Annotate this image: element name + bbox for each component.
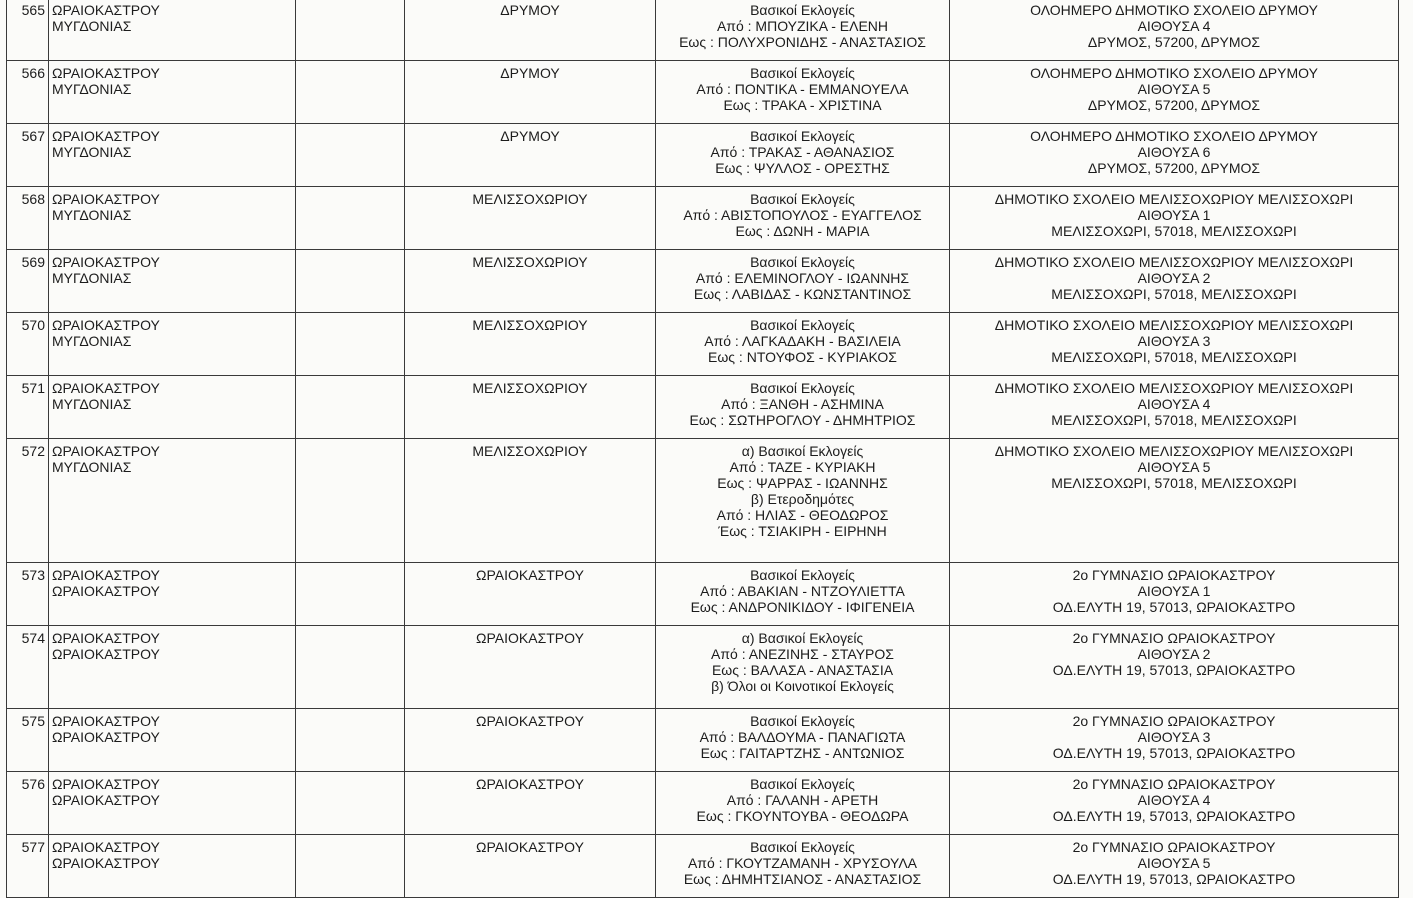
table-row <box>7 124 1399 187</box>
polling-place-line: ΔΗΜΟΤΙΚΟ ΣΧΟΛΕΙΟ ΜΕΛΙΣΣΟΧΩΡΙΟΥ ΜΕΛΙΣΣΟΧΩΡΙ <box>994 443 1354 459</box>
municipal-unit-cell: ΔΡΥΜΟΥ <box>405 124 656 187</box>
voters-range-cell <box>656 187 950 250</box>
municipality-cell <box>49 313 296 376</box>
polling-place-line: ΑΙΘΟΥΣΑ 2 <box>1137 270 1211 286</box>
municipality-line: ΜΥΓΔΟΝΙΑΣ <box>52 81 132 97</box>
voters-line: α) Βασικοί Εκλογείς <box>741 630 864 646</box>
municipality-line: ΩΡΑΙΟΚΑΣΤΡΟΥ <box>52 855 160 871</box>
empty-cell <box>296 187 405 250</box>
voters-range-cell <box>656 772 950 835</box>
municipality-line: ΩΡΑΙΟΚΑΣΤΡΟΥ <box>52 792 160 808</box>
polling-place-line: ΑΙΘΟΥΣΑ 1 <box>1137 583 1211 599</box>
row-number: 576 <box>7 772 49 835</box>
voters-line: Εως : ΛΑΒΙΔΑΣ - ΚΩΝΣΤΑΝΤΙΝΟΣ <box>693 286 912 302</box>
municipality-line: ΜΥΓΔΟΝΙΑΣ <box>52 396 132 412</box>
row-number: 565 <box>7 0 49 61</box>
empty-cell <box>296 563 405 626</box>
voters-range-cell <box>656 439 950 563</box>
polling-place-cell <box>950 376 1399 439</box>
municipal-unit-cell: ΔΡΥΜΟΥ <box>405 0 656 61</box>
polling-place-line: 2ο ΓΥΜΝΑΣΙΟ ΩΡΑΙΟΚΑΣΤΡΟΥ <box>1072 567 1276 583</box>
voters-line: Εως : ΓΑΙΤΑΡΤΖΗΣ - ΑΝΤΩΝΙΟΣ <box>700 745 905 761</box>
municipality-cell <box>49 0 296 61</box>
municipality-cell <box>49 439 296 563</box>
municipal-unit-cell: ΜΕΛΙΣΣΟΧΩΡΙΟΥ <box>405 376 656 439</box>
empty-cell <box>296 313 405 376</box>
row-number: 574 <box>7 626 49 709</box>
voters-line: Από : ΠΟΝΤΙΚΑ - ΕΜΜΑΝΟΥΕΛΑ <box>696 81 909 97</box>
municipality-line: ΩΡΑΙΟΚΑΣΤΡΟΥ <box>52 567 160 583</box>
table-row <box>7 563 1399 626</box>
municipality-line: ΩΡΑΙΟΚΑΣΤΡΟΥ <box>52 713 160 729</box>
polling-place-line: ΔΗΜΟΤΙΚΟ ΣΧΟΛΕΙΟ ΜΕΛΙΣΣΟΧΩΡΙΟΥ ΜΕΛΙΣΣΟΧΩΡΙ <box>994 254 1354 270</box>
polling-place-line: ΑΙΘΟΥΣΑ 3 <box>1137 333 1211 349</box>
polling-place-cell <box>950 709 1399 772</box>
voters-line: Εως : ΒΑΛΑΣΑ - ΑΝΑΣΤΑΣΙΑ <box>711 662 894 678</box>
municipality-line: ΩΡΑΙΟΚΑΣΤΡΟΥ <box>52 729 160 745</box>
polling-place-line: ΑΙΘΟΥΣΑ 5 <box>1137 459 1211 475</box>
polling-place-line: ΑΙΘΟΥΣΑ 1 <box>1137 207 1211 223</box>
voters-range-cell <box>656 124 950 187</box>
municipality-cell <box>49 626 296 709</box>
polling-place-line: 2ο ΓΥΜΝΑΣΙΟ ΩΡΑΙΟΚΑΣΤΡΟΥ <box>1072 713 1276 729</box>
municipal-unit-cell: ΩΡΑΙΟΚΑΣΤΡΟΥ <box>405 709 656 772</box>
polling-place-line: ΑΙΘΟΥΣΑ 4 <box>1137 792 1211 808</box>
municipality-line: ΩΡΑΙΟΚΑΣΤΡΟΥ <box>52 630 160 646</box>
polling-place-line: 2ο ΓΥΜΝΑΣΙΟ ΩΡΑΙΟΚΑΣΤΡΟΥ <box>1072 630 1276 646</box>
voters-line: Εως : ΔΗΜΗΤΣΙΑΝΟΣ - ΑΝΑΣΤΑΣΙΟΣ <box>683 871 922 887</box>
row-number: 573 <box>7 563 49 626</box>
voters-line: Βασικοί Εκλογείς <box>750 380 855 396</box>
voters-line: Βασικοί Εκλογείς <box>750 317 855 333</box>
empty-cell <box>296 835 405 898</box>
municipality-line: ΜΥΓΔΟΝΙΑΣ <box>52 18 132 34</box>
polling-place-line: ΜΕΛΙΣΣΟΧΩΡΙ, 57018, ΜΕΛΙΣΣΟΧΩΡΙ <box>1051 349 1297 365</box>
empty-cell <box>296 0 405 61</box>
municipality-cell <box>49 709 296 772</box>
voters-line: Από : ΗΛΙΑΣ - ΘΕΟΔΩΡΟΣ <box>716 507 889 523</box>
table-row <box>7 835 1399 898</box>
voters-line: Βασικοί Εκλογείς <box>750 65 855 81</box>
polling-place-cell <box>950 835 1399 898</box>
table-row <box>7 709 1399 772</box>
voters-range-cell <box>656 709 950 772</box>
table-row <box>7 439 1399 563</box>
voters-line: Εως : ΠΟΛΥΧΡΟΝΙΔΗΣ - ΑΝΑΣΤΑΣΙΟΣ <box>679 34 926 50</box>
municipality-line: ΩΡΑΙΟΚΑΣΤΡΟΥ <box>52 776 160 792</box>
municipal-unit-cell: ΜΕΛΙΣΣΟΧΩΡΙΟΥ <box>405 187 656 250</box>
polling-place-line: ΑΙΘΟΥΣΑ 5 <box>1137 81 1211 97</box>
polling-place-line: ΔΗΜΟΤΙΚΟ ΣΧΟΛΕΙΟ ΜΕΛΙΣΣΟΧΩΡΙΟΥ ΜΕΛΙΣΣΟΧΩΡΙ <box>994 191 1354 207</box>
polling-place-line: ΟΛΟΗΜΕΡΟ ΔΗΜΟΤΙΚΟ ΣΧΟΛΕΙΟ ΔΡΥΜΟΥ <box>1030 2 1318 18</box>
polling-place-cell <box>950 61 1399 124</box>
polling-place-line: ΜΕΛΙΣΣΟΧΩΡΙ, 57018, ΜΕΛΙΣΣΟΧΩΡΙ <box>1051 286 1297 302</box>
empty-cell <box>296 61 405 124</box>
voters-line: Βασικοί Εκλογείς <box>750 254 855 270</box>
polling-place-line: ΜΕΛΙΣΣΟΧΩΡΙ, 57018, ΜΕΛΙΣΣΟΧΩΡΙ <box>1051 475 1297 491</box>
voters-line: Εως : ΝΤΟΥΦΟΣ - ΚΥΡΙΑΚΟΣ <box>708 349 897 365</box>
voters-line: Από : ΑΒΙΣΤΟΠΟΥΛΟΣ - ΕΥΑΓΓΕΛΟΣ <box>683 207 922 223</box>
municipal-unit-cell: ΔΡΥΜΟΥ <box>405 61 656 124</box>
municipality-line: ΩΡΑΙΟΚΑΣΤΡΟΥ <box>52 380 160 396</box>
municipality-cell <box>49 563 296 626</box>
polling-place-cell <box>950 187 1399 250</box>
voters-line: Εως : ΨΥΛΛΟΣ - ΟΡΕΣΤΗΣ <box>715 160 890 176</box>
voters-line: Βασικοί Εκλογείς <box>750 776 855 792</box>
municipality-line: ΩΡΑΙΟΚΑΣΤΡΟΥ <box>52 128 160 144</box>
municipality-line: ΩΡΑΙΟΚΑΣΤΡΟΥ <box>52 646 160 662</box>
row-number: 570 <box>7 313 49 376</box>
municipality-cell <box>49 187 296 250</box>
voters-line: Εως : ΑΝΔΡΟΝΙΚΙΔΟΥ - ΙΦΙΓΕΝΕΙΑ <box>690 599 915 615</box>
voters-line: Από : ΑΒΑΚΙΑΝ - ΝΤΖΟΥΛΙΕΤΤΑ <box>700 583 905 599</box>
polling-place-line: ΑΙΘΟΥΣΑ 5 <box>1137 855 1211 871</box>
voters-line: Βασικοί Εκλογείς <box>750 567 855 583</box>
table-row <box>7 772 1399 835</box>
voters-range-cell <box>656 61 950 124</box>
voters-line: Εως : ΔΩΝΗ - ΜΑΡΙΑ <box>735 223 870 239</box>
municipality-line: ΩΡΑΙΟΚΑΣΤΡΟΥ <box>52 583 160 599</box>
polling-place-line: ΔΗΜΟΤΙΚΟ ΣΧΟΛΕΙΟ ΜΕΛΙΣΣΟΧΩΡΙΟΥ ΜΕΛΙΣΣΟΧΩΡΙ <box>994 317 1354 333</box>
municipality-line: ΩΡΑΙΟΚΑΣΤΡΟΥ <box>52 191 160 207</box>
voters-line: Βασικοί Εκλογείς <box>750 191 855 207</box>
municipal-unit-cell: ΜΕΛΙΣΣΟΧΩΡΙΟΥ <box>405 250 656 313</box>
voters-range-cell <box>656 250 950 313</box>
polling-place-line: ΟΔ.ΕΛΥΤΗ 19, 57013, ΩΡΑΙΟΚΑΣΤΡΟ <box>1052 599 1296 615</box>
polling-place-line: ΔΗΜΟΤΙΚΟ ΣΧΟΛΕΙΟ ΜΕΛΙΣΣΟΧΩΡΙΟΥ ΜΕΛΙΣΣΟΧΩΡΙ <box>994 380 1354 396</box>
table-body <box>7 0 1399 898</box>
voters-line: Από : ΓΑΛΑΝΗ - ΑΡΕΤΗ <box>726 792 879 808</box>
voters-line: Βασικοί Εκλογείς <box>750 713 855 729</box>
voters-line: Από : ΕΛΕΜΙΝΟΓΛΟΥ - ΙΩΑΝΝΗΣ <box>695 270 910 286</box>
voters-line: Από : ΛΑΓΚΑΔΑΚΗ - ΒΑΣΙΛΕΙΑ <box>704 333 901 349</box>
municipality-cell <box>49 124 296 187</box>
voters-line: Από : ΤΑΖΕ - ΚΥΡΙΑΚΗ <box>729 459 876 475</box>
polling-place-cell <box>950 250 1399 313</box>
voters-range-cell <box>656 376 950 439</box>
municipality-cell <box>49 835 296 898</box>
polling-place-line: ΑΙΘΟΥΣΑ 4 <box>1137 396 1211 412</box>
municipality-line: ΜΥΓΔΟΝΙΑΣ <box>52 333 132 349</box>
voters-range-cell <box>656 0 950 61</box>
municipality-cell <box>49 250 296 313</box>
voters-range-cell <box>656 626 950 709</box>
polling-place-cell <box>950 563 1399 626</box>
polling-place-line: ΟΔ.ΕΛΥΤΗ 19, 57013, ΩΡΑΙΟΚΑΣΤΡΟ <box>1052 871 1296 887</box>
polling-place-line: ΑΙΘΟΥΣΑ 3 <box>1137 729 1211 745</box>
voters-line: Βασικοί Εκλογείς <box>750 2 855 18</box>
municipal-unit-cell: ΩΡΑΙΟΚΑΣΤΡΟΥ <box>405 563 656 626</box>
voters-line: Βασικοί Εκλογείς <box>750 128 855 144</box>
municipality-line: ΜΥΓΔΟΝΙΑΣ <box>52 144 132 160</box>
voters-line: Βασικοί Εκλογείς <box>750 839 855 855</box>
polling-place-line: ΟΛΟΗΜΕΡΟ ΔΗΜΟΤΙΚΟ ΣΧΟΛΕΙΟ ΔΡΥΜΟΥ <box>1030 65 1318 81</box>
municipality-cell <box>49 772 296 835</box>
municipal-unit-cell: ΜΕΛΙΣΣΟΧΩΡΙΟΥ <box>405 313 656 376</box>
empty-cell <box>296 626 405 709</box>
municipality-cell <box>49 61 296 124</box>
municipal-unit-cell: ΩΡΑΙΟΚΑΣΤΡΟΥ <box>405 772 656 835</box>
voters-line: Εως : ΣΩΤΗΡΟΓΛΟΥ - ΔΗΜΗΤΡΙΟΣ <box>689 412 916 428</box>
polling-place-line: ΔΡΥΜΟΣ, 57200, ΔΡΥΜΟΣ <box>1087 160 1261 176</box>
polling-place-cell <box>950 313 1399 376</box>
voters-line: Από : ΒΑΛΔΟΥΜΑ - ΠΑΝΑΓΙΩΤΑ <box>699 729 906 745</box>
municipal-unit-cell: ΜΕΛΙΣΣΟΧΩΡΙΟΥ <box>405 439 656 563</box>
polling-place-line: 2ο ΓΥΜΝΑΣΙΟ ΩΡΑΙΟΚΑΣΤΡΟΥ <box>1072 776 1276 792</box>
table-row <box>7 0 1399 61</box>
table-row <box>7 187 1399 250</box>
table-row <box>7 626 1399 709</box>
municipality-line: ΜΥΓΔΟΝΙΑΣ <box>52 207 132 223</box>
municipal-unit-cell: ΩΡΑΙΟΚΑΣΤΡΟΥ <box>405 626 656 709</box>
voters-line: Από : ΑΝΕΖΙΝΗΣ - ΣΤΑΥΡΟΣ <box>711 646 894 662</box>
polling-place-cell <box>950 0 1399 61</box>
polling-place-line: ΟΔ.ΕΛΥΤΗ 19, 57013, ΩΡΑΙΟΚΑΣΤΡΟ <box>1052 662 1296 678</box>
polling-place-line: 2ο ΓΥΜΝΑΣΙΟ ΩΡΑΙΟΚΑΣΤΡΟΥ <box>1072 839 1276 855</box>
polling-place-line: ΔΡΥΜΟΣ, 57200, ΔΡΥΜΟΣ <box>1087 97 1261 113</box>
table-row <box>7 313 1399 376</box>
municipal-unit-cell: ΩΡΑΙΟΚΑΣΤΡΟΥ <box>405 835 656 898</box>
polling-place-line: ΟΔ.ΕΛΥΤΗ 19, 57013, ΩΡΑΙΟΚΑΣΤΡΟ <box>1052 745 1296 761</box>
empty-cell <box>296 709 405 772</box>
row-number: 577 <box>7 835 49 898</box>
polling-place-line: ΜΕΛΙΣΣΟΧΩΡΙ, 57018, ΜΕΛΙΣΣΟΧΩΡΙ <box>1051 223 1297 239</box>
voters-line: Από : ΤΡΑΚΑΣ - ΑΘΑΝΑΣΙΟΣ <box>710 144 895 160</box>
voters-line: β) Ετεροδημότες <box>750 491 855 507</box>
polling-place-line: ΑΙΘΟΥΣΑ 2 <box>1137 646 1211 662</box>
voters-line: Έως : ΤΣΙΑΚΙΡΗ - ΕΙΡΗΝΗ <box>718 523 887 539</box>
polling-place-line: ΟΔ.ΕΛΥΤΗ 19, 57013, ΩΡΑΙΟΚΑΣΤΡΟ <box>1052 808 1296 824</box>
row-number: 566 <box>7 61 49 124</box>
voters-line: Εως : ΓΚΟΥΝΤΟΥΒΑ - ΘΕΟΔΩΡΑ <box>696 808 909 824</box>
voters-range-cell <box>656 563 950 626</box>
voters-line: β) Όλοι οι Κοινοτικοί Εκλογείς <box>711 678 894 694</box>
municipality-line: ΜΥΓΔΟΝΙΑΣ <box>52 459 132 475</box>
voters-line: Από : ΜΠΟΥΖΙΚΑ - ΕΛΕΝΗ <box>716 18 889 34</box>
table-row <box>7 61 1399 124</box>
polling-place-cell <box>950 124 1399 187</box>
polling-place-cell <box>950 439 1399 563</box>
voters-line: Εως : ΤΡΑΚΑ - ΧΡΙΣΤΙΝΑ <box>723 97 882 113</box>
empty-cell <box>296 439 405 563</box>
empty-cell <box>296 124 405 187</box>
empty-cell <box>296 376 405 439</box>
voters-line: Από : ΓΚΟΥΤΖΑΜΑΝΗ - ΧΡΥΣΟΥΛΑ <box>687 855 918 871</box>
municipality-line: ΩΡΑΙΟΚΑΣΤΡΟΥ <box>52 443 160 459</box>
polling-place-cell <box>950 626 1399 709</box>
municipality-line: ΜΥΓΔΟΝΙΑΣ <box>52 270 132 286</box>
row-number: 572 <box>7 439 49 563</box>
voters-range-cell <box>656 313 950 376</box>
polling-place-line: ΟΛΟΗΜΕΡΟ ΔΗΜΟΤΙΚΟ ΣΧΟΛΕΙΟ ΔΡΥΜΟΥ <box>1030 128 1318 144</box>
row-number: 571 <box>7 376 49 439</box>
municipality-line: ΩΡΑΙΟΚΑΣΤΡΟΥ <box>52 2 160 18</box>
voters-line: α) Βασικοί Εκλογείς <box>741 443 864 459</box>
table-row <box>7 376 1399 439</box>
municipality-line: ΩΡΑΙΟΚΑΣΤΡΟΥ <box>52 839 160 855</box>
table-row <box>7 250 1399 313</box>
voters-line: Από : ΞΑΝΘΗ - ΑΣΗΜΙΝΑ <box>721 396 884 412</box>
voters-line: Εως : ΨΑΡΡΑΣ - ΙΩΑΝΝΗΣ <box>717 475 888 491</box>
polling-place-line: ΑΙΘΟΥΣΑ 6 <box>1137 144 1211 160</box>
municipality-line: ΩΡΑΙΟΚΑΣΤΡΟΥ <box>52 65 160 81</box>
row-number: 569 <box>7 250 49 313</box>
empty-cell <box>296 772 405 835</box>
polling-place-line: ΔΡΥΜΟΣ, 57200, ΔΡΥΜΟΣ <box>1087 34 1261 50</box>
municipality-line: ΩΡΑΙΟΚΑΣΤΡΟΥ <box>52 317 160 333</box>
polling-stations-table <box>6 0 1399 898</box>
row-number: 567 <box>7 124 49 187</box>
polling-place-line: ΜΕΛΙΣΣΟΧΩΡΙ, 57018, ΜΕΛΙΣΣΟΧΩΡΙ <box>1051 412 1297 428</box>
row-number: 575 <box>7 709 49 772</box>
polling-place-cell <box>950 772 1399 835</box>
municipality-line: ΩΡΑΙΟΚΑΣΤΡΟΥ <box>52 254 160 270</box>
row-number: 568 <box>7 187 49 250</box>
empty-cell <box>296 250 405 313</box>
municipality-cell <box>49 376 296 439</box>
polling-place-line: ΑΙΘΟΥΣΑ 4 <box>1137 18 1211 34</box>
voters-range-cell <box>656 835 950 898</box>
